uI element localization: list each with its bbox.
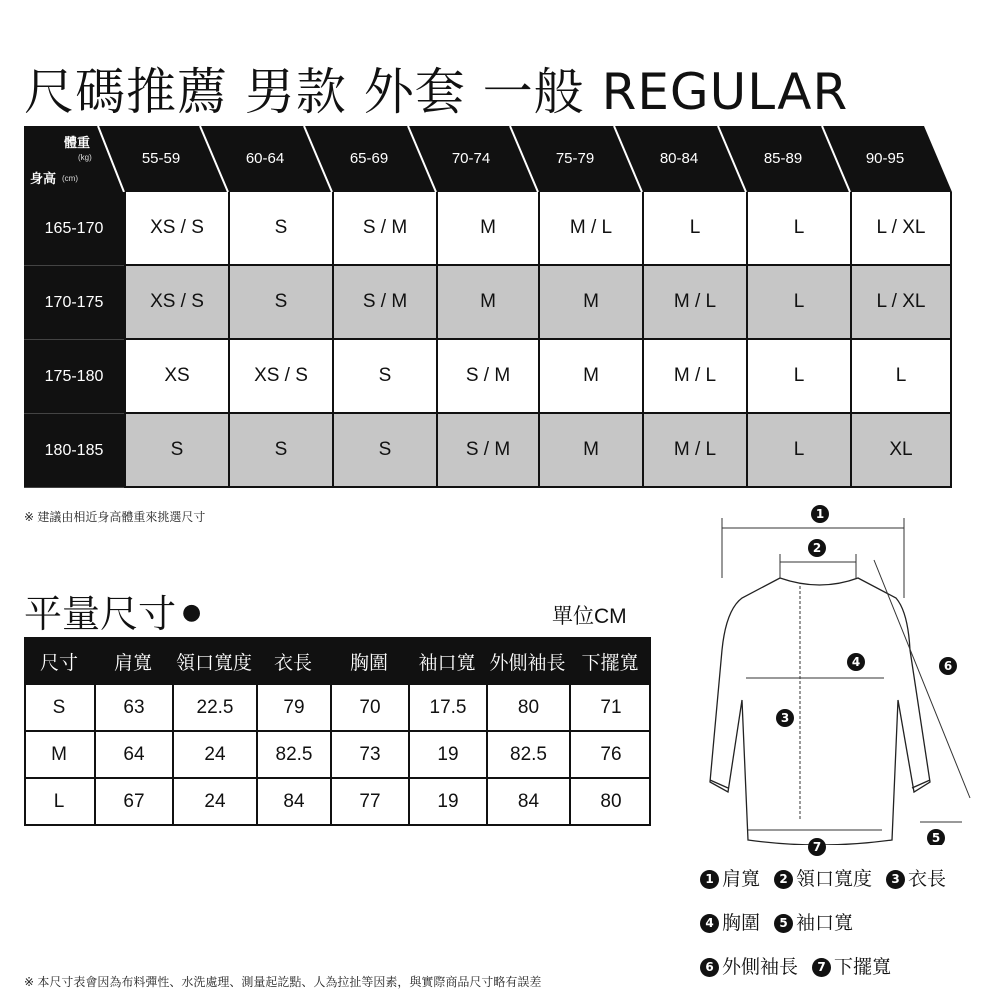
size-cell: L — [850, 340, 952, 414]
height-range: 170-175 — [24, 266, 124, 340]
height-range: 180-185 — [24, 414, 124, 488]
measure-title — [24, 583, 201, 638]
measure-header-cell: 領口寬度 — [175, 651, 252, 674]
page-title: 尺碼推薦 男款 外套 一般 REGULAR — [24, 63, 849, 121]
legend-label: 肩寬 — [722, 868, 761, 890]
size-cell: S — [124, 414, 228, 488]
measure-cell: 24 — [172, 779, 256, 824]
size-cell: L / XL — [850, 192, 952, 266]
legend-item — [886, 864, 946, 891]
legend-label: 下擺寬 — [834, 956, 892, 978]
size-cell: L — [746, 340, 850, 414]
size-cell: XS / S — [228, 340, 332, 414]
size-cell: XS — [124, 340, 228, 414]
diagram-legend-line — [700, 952, 905, 979]
size-cell: M / L — [642, 414, 746, 488]
height-range: 175-180 — [24, 340, 124, 414]
measure-cell: 80 — [486, 685, 569, 730]
height-unit: (cm) — [62, 174, 78, 183]
legend-label: 胸圍 — [722, 912, 761, 934]
measure-header-cell: 袖口寬 — [418, 651, 476, 674]
marker-7: 7 — [808, 838, 826, 856]
size-cell: M — [436, 266, 538, 340]
legend-number-icon: 4 — [700, 914, 719, 933]
garment-diagram — [680, 500, 990, 845]
size-recommendation-table — [24, 126, 952, 490]
measure-title-text: 平量尺寸 — [24, 592, 177, 636]
size-cell: L — [642, 192, 746, 266]
measure-cell: 22.5 — [172, 685, 256, 730]
size-cell: M — [436, 192, 538, 266]
rec-row — [24, 414, 952, 488]
weight-range: 90-95 — [865, 150, 905, 167]
size-cell: S — [332, 340, 436, 414]
measure-note: ※ 本尺寸表會因為布料彈性、水洗處理、測量起訖點、人為拉扯等因素，與實際商品尺寸略有誤差 — [24, 975, 542, 989]
measure-header-cell: 衣長 — [273, 651, 312, 674]
size-cell: M — [538, 414, 642, 488]
measure-cell: 70 — [330, 685, 408, 730]
weight-range: 80-84 — [659, 150, 699, 167]
svg-text:2: 2 — [812, 541, 822, 555]
size-cell: S — [228, 414, 332, 488]
legend-label: 外側袖長 — [722, 956, 799, 978]
legend-number-icon: 5 — [774, 914, 793, 933]
size-cell: M / L — [538, 192, 642, 266]
legend-item — [700, 908, 760, 935]
legend-number-icon: 6 — [700, 958, 719, 977]
weight-range: 70-74 — [451, 150, 491, 167]
measure-cell: 77 — [330, 779, 408, 824]
legend-number-icon: 1 — [700, 870, 719, 889]
size-cell: XL — [850, 414, 952, 488]
weight-range: 55-59 — [141, 150, 181, 167]
diagram-legend-line — [700, 908, 867, 935]
size-cell: S — [332, 414, 436, 488]
legend-label: 袖口寬 — [796, 912, 854, 934]
measure-cell: 73 — [330, 732, 408, 777]
measure-cell: 67 — [94, 779, 172, 824]
legend-item — [700, 952, 798, 979]
measure-cell: 84 — [486, 779, 569, 824]
weight-range: 60-64 — [245, 150, 285, 167]
svg-text:4: 4 — [851, 655, 861, 669]
weight-range: 65-69 — [349, 150, 389, 167]
measure-cell: 79 — [256, 685, 330, 730]
measure-cell: 82.5 — [486, 732, 569, 777]
measure-header-cell: 外側袖長 — [489, 651, 566, 674]
legend-label: 衣長 — [908, 868, 947, 890]
measure-cell: 19 — [408, 779, 486, 824]
size-cell: S / M — [436, 340, 538, 414]
size-cell: S / M — [436, 414, 538, 488]
title-dot: ● — [182, 600, 202, 625]
measure-cell: 17.5 — [408, 685, 486, 730]
measure-cell: 19 — [408, 732, 486, 777]
size-cell: M / L — [642, 340, 746, 414]
rec-row — [24, 266, 952, 340]
measure-cell: 24 — [172, 732, 256, 777]
measure-cell: 71 — [569, 685, 651, 730]
measure-cell: 80 — [569, 779, 651, 824]
measure-table-frame — [24, 685, 651, 826]
rec-row — [24, 340, 952, 414]
measure-cell: M — [51, 743, 67, 765]
measure-header-cell: 肩寬 — [113, 651, 152, 674]
size-cell: L / XL — [850, 266, 952, 340]
measure-header-cell: 尺寸 — [39, 651, 78, 674]
size-cell: M / L — [642, 266, 746, 340]
weight-label: 體重 — [64, 135, 91, 150]
legend-number-icon: 7 — [812, 958, 831, 977]
measure-cell: 76 — [569, 732, 651, 777]
legend-number-icon: 3 — [886, 870, 905, 889]
height-range: 165-170 — [24, 192, 124, 266]
measure-unit: 單位CM — [552, 605, 627, 628]
svg-text:5: 5 — [931, 831, 941, 845]
svg-text:6: 6 — [943, 659, 953, 673]
weight-range: 85-89 — [763, 150, 803, 167]
size-cell: S — [228, 266, 332, 340]
svg-text:1: 1 — [815, 507, 825, 521]
measure-header-cell: 下擺寬 — [581, 651, 639, 674]
size-cell: L — [746, 266, 850, 340]
size-cell: S — [228, 192, 332, 266]
svg-text:3: 3 — [780, 711, 790, 725]
size-cell: M — [538, 340, 642, 414]
size-cell: L — [746, 414, 850, 488]
legend-item — [774, 908, 853, 935]
measure-header-cell: 胸圍 — [349, 651, 388, 674]
legend-item — [812, 952, 891, 979]
size-cell: S / M — [332, 192, 436, 266]
height-label: 身高 — [30, 171, 57, 186]
sleeve-length-line — [874, 560, 970, 798]
measure-cell: 82.5 — [256, 732, 330, 777]
recommend-note: ※ 建議由相近身高體重來挑選尺寸 — [24, 510, 206, 524]
legend-item — [774, 864, 872, 891]
measure-cell: L — [53, 790, 65, 812]
legend-label: 領口寬度 — [796, 868, 873, 890]
measure-cell: 84 — [256, 779, 330, 824]
weight-range: 75-79 — [555, 150, 595, 167]
measure-cell: 64 — [94, 732, 172, 777]
weight-header-row — [24, 126, 952, 192]
size-cell: M — [538, 266, 642, 340]
size-cell: XS / S — [124, 266, 228, 340]
size-cell: XS / S — [124, 192, 228, 266]
size-cell: S / M — [332, 266, 436, 340]
measure-cell: 63 — [94, 685, 172, 730]
diagram-legend-line — [700, 864, 960, 891]
rec-row — [24, 192, 952, 266]
size-cell: L — [746, 192, 850, 266]
weight-unit: (kg) — [78, 153, 92, 162]
measure-cell: S — [52, 696, 66, 718]
measure-header-row — [24, 637, 651, 685]
legend-item — [700, 864, 760, 891]
legend-number-icon: 2 — [774, 870, 793, 889]
